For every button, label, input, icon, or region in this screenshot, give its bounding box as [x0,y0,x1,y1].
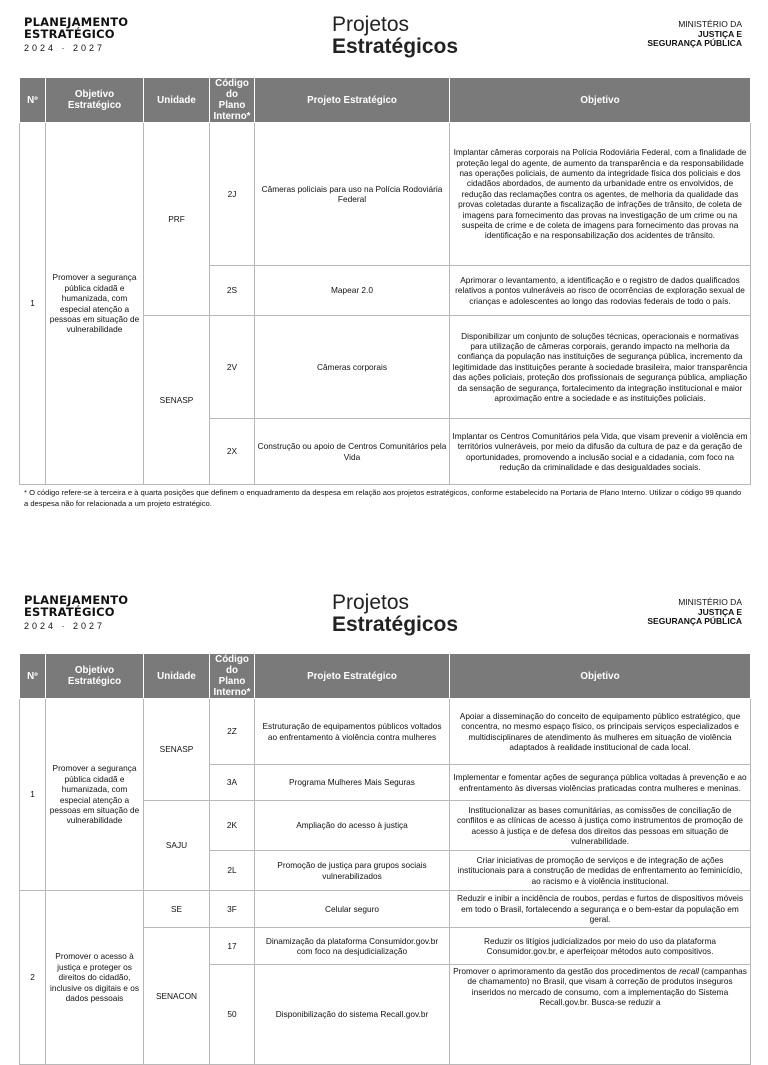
code-cell: 2J [210,123,255,266]
row-number: 1 [20,123,46,485]
goal-cell: Aprimorar o levantamento, a identificação e o registro de dados qualificados relativos a pontos vulneráveis ao risco de ocorrências de exploração sexual de crianças e adolescentes ao longo das rodovias federais de todo o país. [450,266,751,316]
col-header-goal: Objetivo [450,654,751,699]
goal-text-end: (campanhas de chamamento) no Brasil, que visam à correção de produtos inseguros inseridos no mercado de consumo, com a implementação do Sistema Recall.gov.br. Busca-se reduzir a [467,966,747,1008]
ministry-line-2: JUSTIÇA E [697,28,742,39]
logo-line-2: ESTRATÉGICO [24,605,115,619]
col-header-unit: Unidade [144,654,210,699]
goal-cell: Disponibilizar um conjunto de soluções técnicas, operacionais e normativas para utilização de câmeras corporais, gerando impacto na melhoria da confiança da população nas instituições de segurança pública, incremento da legitimidade das instituições perante à sociedade brasileira, maior transparência das ações policiais, proteção dos profissionais de segurança pública, ampliação da sensação de segurança, fortalecimento da integração institucional e maior aproximação entre a sociedade e as instituições policiais. [450,316,751,419]
col-header-project: Projeto Estratégico [255,654,450,699]
unit-cell: PRF [144,123,210,316]
project-cell: Construção ou apoio de Centros Comunitários pela Vida [255,419,450,485]
logo-line-1: PLANEJAMENTO [24,593,129,607]
unit-cell: SAJU [144,801,210,891]
ministry-line-3: SEGURANÇA PÚBLICA [647,616,742,626]
project-cell: Disponibilização do sistema Recall.gov.br [255,965,450,1065]
goal-cell: Implantar câmeras corporais na Polícia Rodoviária Federal, com a finalidade de proteção legal do agente, de aumento da transparência e da responsabilidade nas operações policiais, de aumento da integridade física dos policiais e dos cidadãos abordados, de aumento da urbanidade entre os envolvidos, de redução das reclamações contra os agentes, de melhoria da qualidade das provas coletadas durante a fiscalização de infrações de trânsito, de coleta de imagens para fornecimento das provas na investigação de um crime ou na suspeita de crime e de coleta de imagens para fornecimento das provas na identificação e na responsabilização dos acidentes de trânsito. [450,123,751,266]
col-header-objective: Objetivo Estratégico [46,654,144,699]
project-cell: Câmeras policiais para uso na Polícia Rodoviária Federal [255,123,450,266]
ministry-logo [647,20,742,49]
planning-logo [24,594,128,631]
title-line-1: Projetos [332,13,410,36]
col-header-code: Código do Plano Interno* [210,78,255,123]
strategic-objective: Promover o acesso à justiça e proteger os direitos do cidadão, inclusive os digitais e os dados pessoais [46,891,144,1065]
code-cell: 50 [210,965,255,1065]
projects-table-page-1 [19,77,751,485]
col-header-objective: Objetivo Estratégico [46,78,144,123]
project-cell: Estruturação de equipamentos públicos voltados ao enfrentamento à violência contra mulheres [255,699,450,765]
table-header-row [20,654,751,699]
row-number: 2 [20,891,46,1065]
unit-cell: SENACON [144,928,210,1065]
planning-logo [24,16,128,53]
goal-cell: Criar iniciativas de promoção de serviços e de integração de ações institucionais para a construção de medidas de enfrentamento ao feminicídio, ao racismo e à violência institucional. [450,851,751,891]
col-header-goal: Objetivo [450,78,751,123]
goal-cell: Apoiar a disseminação do conceito de equipamento público estratégico, que concentra, no mesmo espaço físico, os principais serviços especializados e multidisciplinares de atendimento às mulheres em situação de violência adaptados à realidade institucional de cada local. [450,699,751,765]
goal-text-start: Promover o aprimoramento da gestão dos procedimentos de [453,966,680,976]
goal-cell: Institucionalizar as bases comunitárias, as comissões de conciliação de conflitos e as clínicas de acesso à justiça como instrumentos de promoção de acesso à justiça e de defesa dos direitos das pessoas em situação de vulnerabilidade. [450,801,751,851]
table-row [20,699,751,765]
col-header-unit: Unidade [144,78,210,123]
code-cell: 17 [210,928,255,965]
logo-years: 2024 · 2027 [24,43,106,53]
col-header-num: Nº [20,78,46,123]
table-row [20,891,751,928]
ministry-line-3: SEGURANÇA PÚBLICA [647,38,742,48]
project-cell: Mapear 2.0 [255,266,450,316]
code-cell: 3F [210,891,255,928]
project-cell: Promoção de justiça para grupos sociais vulnerabilizados [255,851,450,891]
project-cell: Ampliação do acesso à justiça [255,801,450,851]
project-cell: Celular seguro [255,891,450,928]
goal-cell: Implantar os Centros Comunitários pela Vida, que visam prevenir a violência em territórios vulneráveis, por meio da difusão da cultura de paz e da geração de oportunidades, promovendo a inclusão social e a cidadania, com foco na redução da criminalidade e das desigualdades sociais. [450,419,751,485]
project-cell: Dinamização da plataforma Consumidor.gov.br com foco na desjudicialização [255,928,450,965]
code-cell: 2Z [210,699,255,765]
code-cell: 2X [210,419,255,485]
goal-cell [450,965,751,1065]
logo-line-1: PLANEJAMENTO [24,15,129,29]
ministry-logo [647,598,742,627]
col-header-num: Nº [20,654,46,699]
row-number: 1 [20,699,46,891]
document-title [332,14,458,58]
goal-text-italic: recall [679,966,699,976]
goal-cell: Reduzir e inibir a incidência de roubos, perdas e furtos de dispositivos móveis em todo o Brasil, fortalecendo a segurança e o bem-estar da população em geral. [450,891,751,928]
code-cell: 2K [210,801,255,851]
code-cell: 2S [210,266,255,316]
unit-cell: SE [144,891,210,928]
unit-cell: SENASP [144,699,210,801]
code-cell: 2L [210,851,255,891]
goal-cell: Implementar e fomentar ações de segurança pública voltadas à prevenção e ao enfrentamento às diversas violências praticadas contra mulheres e meninas. [450,765,751,801]
logo-line-2: ESTRATÉGICO [24,27,115,41]
project-cell: Câmeras corporais [255,316,450,419]
strategic-objective: Promover a segurança pública cidadã e humanizada, com especial atenção a pessoas em situação de vulnerabilidade [46,699,144,891]
col-header-code: Código do Plano Interno* [210,654,255,699]
goal-cell: Reduzir os litígios judicializados por meio do uso da plataforma Consumidor.gov.br, e aperfeiçoar métodos auto compositivos. [450,928,751,965]
project-cell: Programa Mulheres Mais Seguras [255,765,450,801]
ministry-line-2: JUSTIÇA E [697,606,742,617]
title-line-1: Projetos [332,591,410,614]
code-cell: 2V [210,316,255,419]
projects-table-page-2 [19,653,751,1065]
ministry-line-1: MINISTÉRIO DA [678,597,742,607]
code-cell: 3A [210,765,255,801]
ministry-line-1: MINISTÉRIO DA [678,19,742,29]
title-line-2: Estratégicos [332,613,459,636]
document-title [332,592,458,636]
unit-cell: SENASP [144,316,210,485]
logo-years: 2024 · 2027 [24,621,106,631]
footnote: * O código refere-se à terceira e à quarta posições que definem o enquadramento da despesa em relação aos projetos estratégicos, conforme estabelecido na Portaria de Plano Interno. Utilizar o código 99 quando a despesa não for relacionada a um projeto estratégico. [24,488,742,508]
strategic-objective: Promover a segurança pública cidadã e humanizada, com especial atenção a pessoas em situação de vulnerabilidade [46,123,144,485]
col-header-project: Projeto Estratégico [255,78,450,123]
table-row [20,123,751,266]
table-header-row [20,78,751,123]
title-line-2: Estratégicos [332,35,459,58]
